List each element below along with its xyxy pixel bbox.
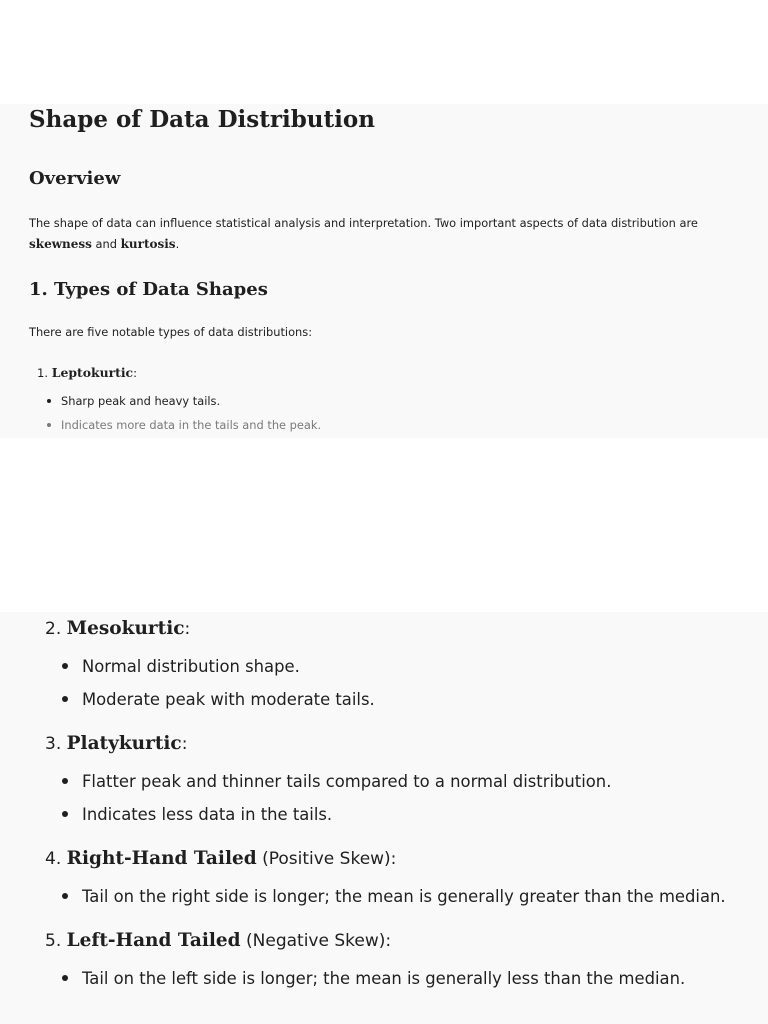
- list-item-term: Platykurtic: [66, 733, 182, 754]
- list-item-term: Leptokurtic: [51, 365, 134, 380]
- skewness-term: skewness: [29, 237, 92, 251]
- bullet-dot: [62, 663, 68, 669]
- bullet-text: Normal distribution shape.: [82, 657, 300, 676]
- upper-page-panel: [0, 104, 768, 438]
- list-item-term: Mesokurtic: [66, 618, 185, 639]
- bullet-item: [62, 772, 611, 791]
- bullet-item: [62, 887, 726, 906]
- bullet-item: [62, 805, 332, 824]
- list-item-suffix: :: [133, 366, 138, 380]
- bullet-text: Tail on the right side is longer; the mean is generally greater than the median.: [82, 887, 726, 906]
- bullet-item: [62, 969, 685, 988]
- list-item-platykurtic: [45, 733, 187, 754]
- bullet-text: Sharp peak and heavy tails.: [61, 394, 221, 408]
- list-item-leptokurtic: [37, 365, 137, 380]
- list-item-right-hand-tailed: [45, 848, 396, 869]
- list-item-suffix: (Positive Skew):: [256, 849, 397, 869]
- overview-paragraph: [29, 213, 764, 255]
- bullet-dot: [62, 975, 68, 981]
- bullet-dot: [47, 399, 51, 403]
- page-title: Shape of Data Distribution: [29, 106, 375, 133]
- bullet-dot: [62, 811, 68, 817]
- bullet-dot: [47, 423, 51, 427]
- list-item-suffix: :: [184, 619, 191, 639]
- bullet-item: [62, 657, 300, 676]
- overview-text: The shape of data can influence statistical analysis and interpretation. Two important aspects of data distribution are: [29, 216, 698, 230]
- list-item-number: 5.: [45, 931, 67, 951]
- types-intro: There are five notable types of data distributions:: [29, 325, 313, 339]
- bullet-text: Moderate peak with moderate tails.: [82, 690, 375, 709]
- bullet-dot: [62, 893, 68, 899]
- bullet-item: [47, 418, 321, 432]
- list-item-term: Left-Hand Tailed: [66, 930, 241, 951]
- bullet-item: [47, 394, 220, 408]
- list-item-number: 4.: [45, 849, 67, 869]
- kurtosis-term: kurtosis: [120, 237, 176, 251]
- overview-period: .: [175, 237, 180, 251]
- bullet-item: [62, 690, 375, 709]
- bullet-text: Tail on the left side is longer; the mean is generally less than the median.: [82, 969, 686, 988]
- list-item-number: 3.: [45, 734, 67, 754]
- types-heading: 1. Types of Data Shapes: [29, 279, 268, 300]
- list-item-suffix: :: [181, 734, 188, 754]
- overview-and: and: [91, 237, 121, 251]
- overview-heading: Overview: [29, 168, 121, 189]
- bullet-dot: [62, 696, 68, 702]
- bullet-dot: [62, 778, 68, 784]
- list-item-number: 2.: [45, 619, 67, 639]
- list-item-number: 1.: [37, 366, 52, 380]
- bullet-text: Flatter peak and thinner tails compared to a normal distribution.: [82, 772, 612, 791]
- list-item-suffix: (Negative Skew):: [240, 931, 392, 951]
- bullet-text: Indicates less data in the tails.: [82, 805, 333, 824]
- bullet-text: Indicates more data in the tails and the peak.: [61, 418, 322, 432]
- list-item-term: Right-Hand Tailed: [66, 848, 257, 869]
- list-item-left-hand-tailed: [45, 930, 391, 951]
- list-item-mesokurtic: [45, 618, 190, 639]
